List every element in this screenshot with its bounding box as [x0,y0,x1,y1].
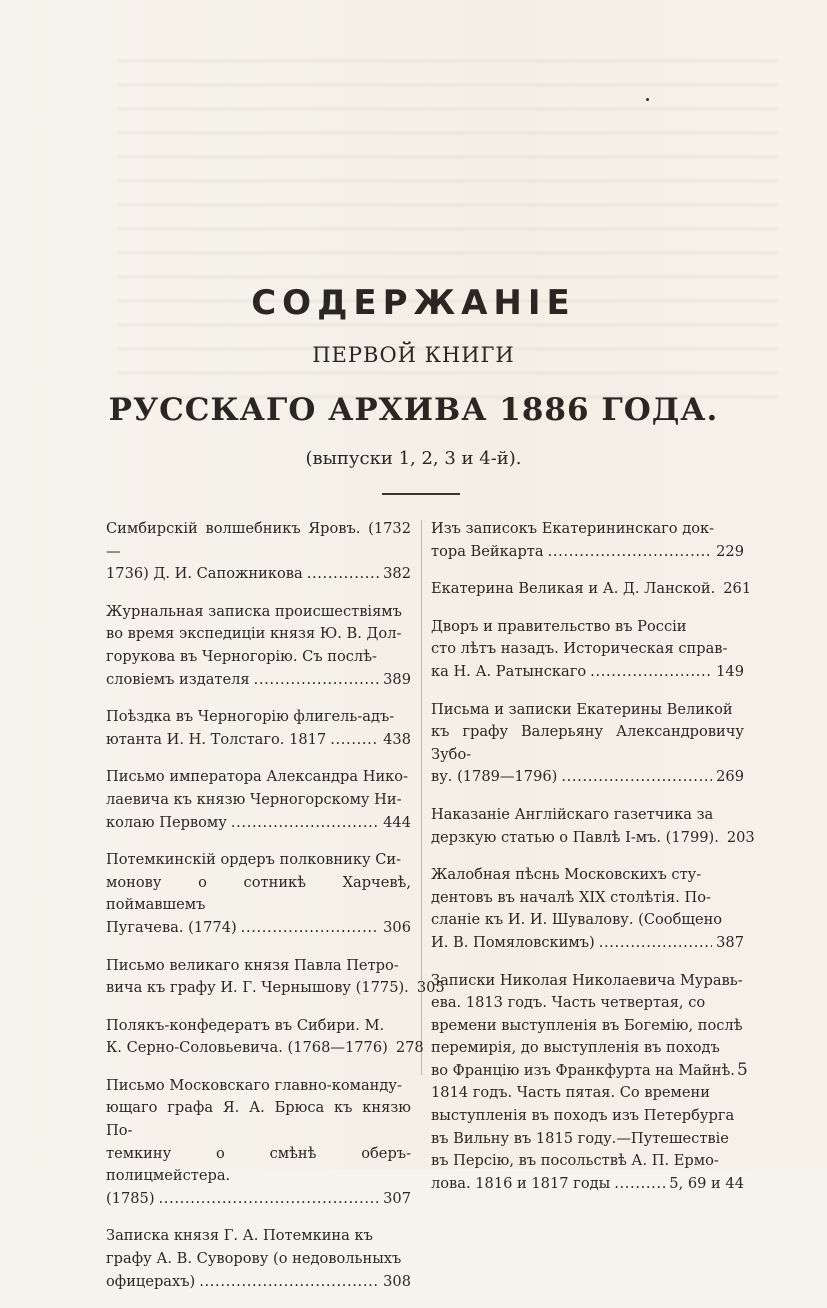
ink-speck [646,98,649,101]
dot-leader [590,661,712,684]
contents-entry [106,955,445,1000]
entry-line: Письмо императора Александра Нико- [106,768,409,786]
entry-title-end: дерзкую статью о Павлѣ I-мъ. (1799). [431,828,719,846]
page-number: 149 [716,662,744,680]
entry-line: темкину о смѣнѣ оберъ-полицмейстера. [106,1144,411,1185]
entry-last-line [106,977,445,1000]
contents-entry [106,601,411,691]
contents-entry [431,970,744,1196]
entry-line: Письмо великаго князя Павла Петро- [106,956,399,974]
contents-entry [106,1225,411,1293]
dot-leader [307,563,379,586]
left-contents-column [106,518,445,1308]
entry-title-end: ву. (1789—1796) [431,768,558,786]
contents-entry [431,804,755,849]
entry-line: во время экспедиціи князя Ю. В. Дол- [106,625,402,643]
entry-last-line [106,812,411,835]
contents-entry [431,864,744,954]
entry-title-end: словіемъ издателя [106,670,250,688]
entry-last-line [106,1188,411,1211]
entry-line: ева. 1813 годъ. Часть четвертая, со [431,994,706,1012]
entry-line: Потемкинскій ордеръ полковнику Си- [106,851,402,869]
contents-entry [106,1075,411,1211]
contents-entry [106,706,411,751]
contents-heading: СОДЕРЖАНІЕ [251,283,576,323]
entry-last-line [431,827,755,850]
entry-last-line [106,1271,411,1294]
page-number: 438 [383,730,411,748]
page-number: 389 [383,670,411,688]
entry-line: въ Вильну въ 1815 году.—Путешествіе [431,1129,729,1147]
entry-line: во Францію изъ Франкфурта на Майнѣ. [431,1061,735,1079]
page-number: 269 [716,768,744,786]
entry-title-end: (1785) [106,1189,155,1207]
contents-entry [431,699,744,789]
entry-line: Изъ записокъ Екатерининскаго док- [431,520,715,537]
entry-last-line [106,917,411,940]
dot-leader [548,541,713,564]
contents-entry [106,518,411,586]
entry-line: монову о сотникѣ Харчевѣ, поймавшемъ [106,873,411,914]
entry-title-end: вича къ графу И. Г. Чернышову (1775). [106,979,409,997]
entry-line: 1814 годъ. Часть пятая. Со времени [431,1084,710,1102]
archive-title: РУССКАГО АРХИВА 1886 ГОДА. [108,392,719,428]
entry-line: Жалобная пѣснь Московскихъ сту- [431,866,702,884]
page-number: 305 [416,979,445,997]
page-number: 387 [716,933,744,951]
page-number: 261 [723,580,752,598]
entry-line: времени выступленія въ Богемію, послѣ [431,1016,743,1034]
page-number: 203 [726,828,755,846]
dot-leader [241,917,379,940]
dot-leader [231,812,379,835]
entry-title-end: И. В. Помяловскимъ) [431,933,595,951]
entry-last-line [431,578,752,601]
entry-last-line [431,766,744,789]
issues-note: (выпуски 1, 2, 3 и 4-й). [305,448,522,469]
entry-line: Поѣздка въ Черногорію флигель-адъ- [106,708,395,726]
page-number: 444 [383,813,411,831]
entry-line: Полякъ-конфедератъ въ Сибири. М. [106,1016,385,1034]
entry-line: ющаго графа Я. А. Брюса къ князю По- [106,1099,411,1140]
entry-last-line [106,669,411,692]
entry-title-end: 1736) Д. И. Сапожникова [106,565,303,583]
page-number: 5, 69 и 44 [669,1174,744,1192]
page-number: 306 [383,918,411,936]
entry-line: сто лѣтъ назадъ. Историческая справ- [431,640,728,658]
entry-title-end: лова. 1816 и 1817 годы [431,1174,611,1192]
page-number: 382 [383,565,411,583]
contents-entry [431,578,752,601]
contents-entry [106,1015,424,1060]
dot-leader [599,932,712,955]
entry-title-end: колаю Первому [106,813,227,831]
entry-last-line [431,661,744,684]
dot-leader [254,669,380,692]
entry-title-end: офицерахъ) [106,1272,196,1290]
entry-line: графу А. В. Суворову (о недовольныхъ [106,1250,402,1268]
dot-leader [330,729,379,752]
entry-last-line [106,729,411,752]
entry-line: Письма и записки Екатерины Великой [431,700,733,718]
dot-leader [614,1173,665,1196]
page-number: 307 [383,1189,411,1207]
entry-last-line [431,932,744,955]
entry-last-line [106,563,411,586]
book-subtitle: ПЕРВОЙ КНИГИ [312,343,515,367]
entry-title-end: ютанта И. Н. Толстаго. 1817 [106,730,327,748]
dot-leader [199,1271,379,1294]
contents-entry [106,766,411,834]
entry-line: выступленія въ походъ изъ Петербурга [431,1107,735,1125]
entry-line: Журнальная записка происшествіямъ [106,602,402,620]
entry-title-end: Екатерина Великая и А. Д. Ланской. [431,580,716,598]
entry-line: Записка князя Г. А. Потемкина къ [106,1227,373,1245]
page-number: 278 [395,1039,424,1057]
page-number: 308 [383,1272,411,1290]
entry-line: къ графу Валерьяну Александровичу Зубо- [431,723,744,763]
dot-leader [159,1188,380,1211]
entry-title-end: ка Н. А. Ратынскаго [431,662,587,680]
contents-entry [431,616,744,684]
title-divider [382,493,460,495]
entry-line: сланіе къ И. И. Шувалову. (Сообщено [431,911,723,929]
entry-line: Симбирскій волшебникъ Яровъ. (1732— [106,520,411,560]
entry-line: дентовъ въ началѣ XIX столѣтія. По- [431,888,711,906]
entry-line: Записки Николая Николаевича Муравь- [431,971,743,989]
entry-title-end: Пугачева. (1774) [106,918,237,936]
entry-last-line [106,1037,424,1060]
entry-last-line [431,541,744,564]
page-number: 229 [716,542,744,560]
dot-leader [561,766,712,789]
entry-line: лаевича къ князю Черногорскому Ни- [106,790,402,808]
entry-line: Дворъ и правительство въ Россіи [431,617,687,635]
contents-entry [106,849,411,939]
entry-line: Наказаніе Англійскаго газетчика за [431,805,714,823]
entry-title-end: К. Серно-Соловьевича. (1768—1776) [106,1039,388,1057]
entry-last-line [431,1173,744,1196]
corner-page-mark: 5 [737,1060,748,1080]
entry-line: перемирія, до выступленія въ походъ [431,1039,720,1057]
entry-line: горукова въ Черногорію. Съ послѣ- [106,647,377,665]
entry-line: Письмо Московскаго главно-команду- [106,1076,402,1094]
entry-title-end: тора Вейкарта [431,542,544,560]
right-contents-column [431,518,755,1210]
entry-line: въ Персію, въ посольствѣ А. П. Ермо- [431,1152,719,1170]
contents-entry [431,518,744,563]
